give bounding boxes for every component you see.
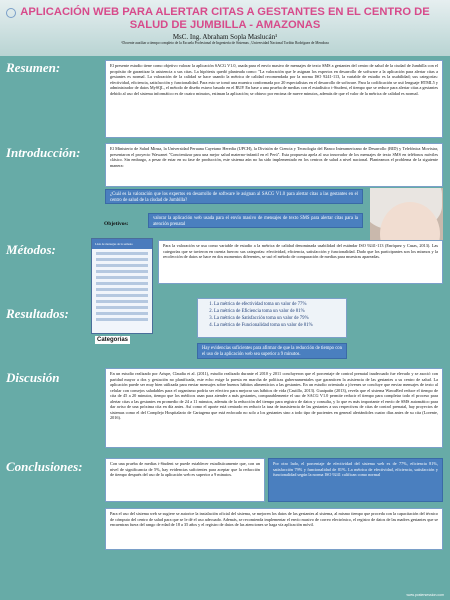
app-row bbox=[96, 318, 148, 321]
result-item: 4. La métrica de Funcionalidad toma un valor de 81% bbox=[214, 322, 342, 329]
footer-credit: www.postersession.com bbox=[406, 593, 444, 597]
app-screenshot-title: Lista de mensajes de la semana bbox=[92, 239, 152, 249]
app-row bbox=[96, 276, 148, 279]
results-note: Hay evidencias suficientes para afirmar de que la reducción de tiempo con el uso de la aplicación web sea superior a 9 minutos. bbox=[197, 343, 347, 359]
conclusion-bottom: Para el uso del sistema web se sugiere se autorice la instalación oficial del sistema, se mejoren los datos de las gestantes al sistema, al mismo tiempo que proceda con la capacitación del técnico de cómputo del centro de salud para que se le dé el uso adecuado. Además, se recomienda implementar el envío masivo de correo electrónico, el registro de datos de las madres gestantes que se encuentran fuera del rango de edad de 18 a 35 años y el registro de datos de las atenciones se haga vía aplicación móvil. bbox=[105, 508, 443, 550]
result-item: 2. La métrica de Eficiencia toma un valor de 81% bbox=[214, 308, 342, 315]
app-row bbox=[96, 282, 148, 285]
discusion-text: En un estudio realizado por Arispe, Claudia et al. (2011), estudio realizado durante el 2010 y 2011 concluyeron que el porcentaje de control prenatal inadecuado fue elevado y se asoció con paridad mayor a dos y gestación no planificada, este echo exige la puesta en marcha de políticas gubernamentales que garanticen la asistencia de las gestantes a su centro de salud. La aplicación puede ser muy bien utilizada para enviar mensajes sobre buenos hábitos alimenticios a las gestantes. En un estudio orientado a jóvenes se concluye que enviar mensajes de texto al celular con consejos saludables para el organismo podría ser efectivo para mejorar sus hábitos de vida (Castillo, 2013). Guaipatín (2013), revela que el sistema WawaRed reduce el tiempo de cita de 45 a 20 minutos, tiempo que los médicos usan para atender a más gestantes, comparablemente el uso de SACG V1.0 permite reducir el tiempo para completar todo el proceso para alertar citas a las gestantes en promedio de 24 a 11 minutos, además de la reducción del tiempo para registro de datos y consulta, y lo que es más importante el envío de SMS automático para dar aviso de una próxima cita en día antes. Así como el aporte está centrado en reducir la tasa de inasistencia de las gestantes a sus respectivas de citas de control prenatal, hay proyectos de sistemas como el del Complejo Hospitalario de Cartagena que está enfocado no solo a los gestantes sino a todo tipo de pacientes en general alertándoles cuatro días antes de su cita (Lorente, 2016). bbox=[105, 368, 443, 448]
app-row bbox=[96, 270, 148, 273]
results-list bbox=[197, 298, 347, 338]
app-screenshot bbox=[91, 238, 153, 334]
app-row bbox=[96, 264, 148, 267]
poster-title: APLICACIÓN WEB PARA ALERTAR CITAS A GESTANTES EN EL CENTRO DE SALUD DE JUMBILLA - AMAZONAS bbox=[20, 6, 430, 31]
app-row bbox=[96, 306, 148, 309]
categories-label: Categorías bbox=[97, 337, 129, 343]
author: MsC. Ing. Abraham Sopla Maslucán¹ bbox=[172, 33, 278, 41]
app-row bbox=[96, 258, 148, 261]
section-label-resumen: Resumen: bbox=[6, 60, 61, 75]
conclusion-right: Por otro lado, el porcentaje de efectividad del sistema web es de 77%, eficiencia 81%, satisfacción 79% y funcionalidad de 81%. La métrica de efectividad, eficiencia, satisfacción y funcionalidad según la norma ISO 9241 califican como normal bbox=[268, 458, 443, 502]
introduccion-text: El Ministerio de Salud Minsa, la Universidad Peruana Cayetano Heredia (UPCH), la División de Ciencia y Tecnología del Banco Interamericano de Desarrollo (BID) y Telefónica Movistar, presentaron el proyecto Wawanet "Concientizar para una mejor salud materno-infantil en el Perú". Esta propuesta apela al uso innovador de los mensajes de texto SMS en teléfonos móviles clásico. Sin embargo, a pesar de estar en su fase de producción, este sistema aún no ha sido implementado en los centros de salud a nivel nacional. Planteamos el problema de la siguiente manera: bbox=[105, 143, 443, 187]
resumen-text: El presente estudio tiene como objetivo valorar la aplicación SACG V1.0, usada para el envío masivo de mensajes de texto SMS a gestantes del centro de salud de la ciudad de Jumbilla con el propósito de garantizar la asistencia a sus citas. La hipótesis quedó planteada como: "La valoración que le asignan los expertos en desarrollo de software a la aplicación para alertar citas a gestantes es normal. La valoración de la calidad se hace usando la métrica de calidad recomendada por la norma ISO 9241-113, la variable de estudio es la usabilidad; sus categorías: efectividad, eficiencia, satisfacción y funcionalidad. Para esto se tomó una muestra conformada por 20 especialistas en el desarrollo de software. Para la codificación se usó lenguaje HTML5 y administrador de datos MySQL, el método de diseño estuvo basado en el RUP. En base a una prueba de medias con el estadístico t-Student, el tiempo que se reduce para alertar citas a gestantes debido al uso del sistema informático es de cuatro minutos, estiman la aplicación; se obtuvo por encima de nueve minutos, además de que el valor de la métrica de calidad es normal. bbox=[105, 60, 443, 138]
metodos-text: Para la valoración se usa como variable de estudio a la métrica de calidad denominada usabilidad del estándar ISO 9241-113 (Enríquez y Casas, 2013). Las categorías que se tuvieron en cuenta fueron: sus categorías: efectividad, eficiencia, satisfacción y funcionalidad. Dado que los participantes son los mismos y la recolección de datos se hace en dos momentos diferentes, se usó el método de comparación de medias para muestras apareadas. bbox=[158, 240, 443, 284]
research-question: ¿Cuál es la valoración que los expertos en desarrollo de software le asignan al SACG V1.0 para alertar citas a las gestantes en el centro de salud de la ciudad de Jumbilla? bbox=[105, 189, 363, 204]
affiliation: ¹Docente auxiliar a tiempo completo de la Escuela Profesional de Ingeniería de Sistemas , Universidad Nacional Toribio Rodríguez de Mendoza bbox=[121, 41, 329, 45]
section-label-conclusiones: Conclusiones: bbox=[6, 459, 83, 474]
app-row bbox=[96, 300, 148, 303]
app-row bbox=[96, 288, 148, 291]
objectives-label: Objetivos: bbox=[104, 221, 129, 227]
section-label-discusion: Discusión bbox=[6, 370, 60, 385]
app-row bbox=[96, 252, 148, 255]
objectives-text: valorar la aplicación web usada para el envío masivo de mensajes de texto SMS para alertar citas para la atención prenatal bbox=[148, 213, 363, 228]
conclusion-left: Con una prueba de medias t-Student se puede establecer estadísticamente que, con un nivel de significancia de 5%, hay evidencias suficientes para aceptar que la reducción de tiempo después del uso de la aplicación web es superior a 9 minutos. bbox=[105, 458, 265, 502]
university-logo-icon bbox=[6, 8, 16, 18]
section-label-resultados: Resultados: bbox=[6, 306, 69, 321]
result-item: 3. La métrica de Satisfacción toma un valor de 79% bbox=[214, 315, 342, 322]
app-row bbox=[96, 312, 148, 315]
section-label-metodos: Métodos: bbox=[6, 242, 56, 257]
result-item: 1. La métrica de efectividad toma un valor de 77% bbox=[214, 301, 342, 308]
app-row bbox=[96, 294, 148, 297]
poster-header bbox=[0, 0, 450, 56]
section-label-introduccion: Introducción: bbox=[6, 145, 81, 160]
